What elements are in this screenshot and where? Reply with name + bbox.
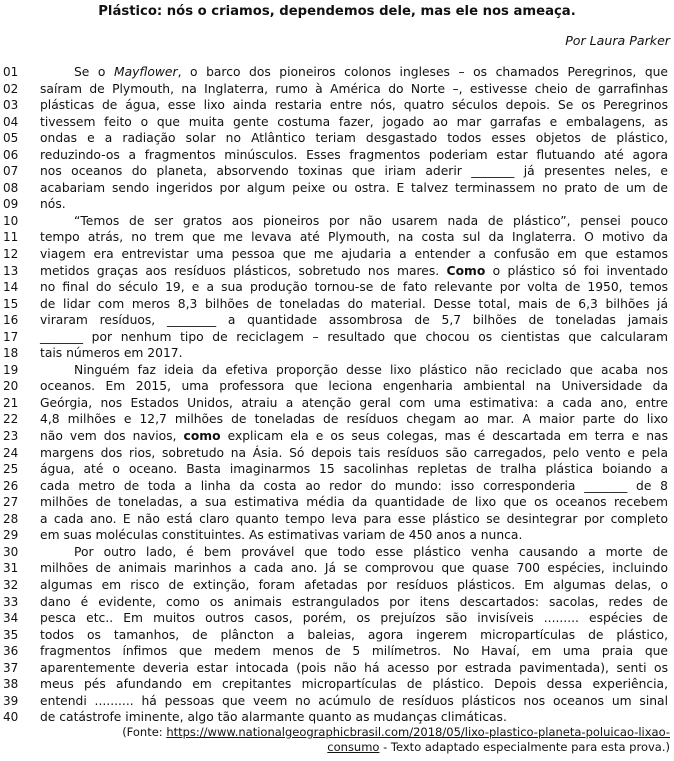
text-segment: cada metro de toda a linha da costa ao redor do mundo: isso corresponderia _______ de 8 [40,478,668,493]
line-number: 39 [3,693,19,708]
line-text [40,345,668,362]
line-text [40,461,668,478]
text-line [0,428,674,445]
text-segment: tais números em 2017. [40,346,183,361]
line-text [74,64,668,81]
line-text [40,296,668,313]
line-number: 21 [3,395,19,410]
text-line [0,279,674,296]
text-line [0,229,674,246]
text-segment: de catástrofe iminente, algo tão alarmante quanto as mudanças climáticas. [40,710,507,725]
text-line [0,362,674,379]
article-body [0,64,674,726]
line-text [40,577,668,594]
text-line [0,594,674,611]
text-segment: acabariam sendo ingeridos por algum peixe ou ostra. E talvez terminassem no prato de um de [40,180,668,195]
text-segment: água, até o oceano. Basta imaginarmos 15 sacolinhas repletas de tralha plástica boiando a [40,462,668,477]
line-number: 25 [3,462,19,477]
text-line [0,478,674,495]
line-number: 22 [3,412,19,427]
text-segment: a cada ano. E não está claro quanto tempo leva para esse plástico se desintegrar por completo [40,511,668,526]
text-line [0,329,674,346]
line-number: 38 [3,677,19,692]
source-prefix: (Fonte: [122,725,167,739]
text-segment: todos os tamanhos, de plâncton a baleias, agora ingerem micropartículas de plástico, [40,627,668,642]
text-line [0,97,674,114]
line-text [40,329,668,346]
bold-word: como [183,429,221,444]
text-segment: algumas em risco de extinção, foram afetadas por resíduos plásticos. Em algumas delas, o [40,577,668,592]
line-number: 10 [3,213,19,228]
text-segment: meus pés afundando em crepitantes micropartículas de plástico. Depois dessa experiência, [40,677,668,692]
text-segment: em suas moléculas constituintes. As estimativas variam de 450 anos a nunca. [40,528,523,543]
text-line [0,213,674,230]
text-line [0,163,674,180]
text-segment: de lidar com meros 8,3 bilhões de toneladas do material. Desse total, mais de 6,3 bilhões já [40,296,668,311]
article-author: Por Laura Parker [565,33,670,48]
line-number: 01 [3,65,19,79]
text-line [0,263,674,280]
source-suffix: - Texto adaptado especialmente para esta prova.) [379,740,670,754]
line-number: 24 [3,445,19,460]
line-text [40,610,668,627]
line-text [40,97,668,114]
text-line [0,395,674,412]
line-text [40,180,668,197]
line-number: 15 [3,296,19,311]
text-line [0,676,674,693]
source-link-continued[interactable]: consumo [327,740,380,754]
line-number: 28 [3,511,19,526]
text-segment: explicam ela e os seus colegas, mas é descartada em terra e nas [220,429,668,444]
line-number: 03 [3,98,19,113]
line-number: 02 [3,81,19,96]
text-line [0,296,674,313]
text-segment: Se o [74,65,114,79]
text-segment: margens dos rios, sobretudo na Ásia. Só depois tais resíduos são carregados, pelo vento e pela [40,445,668,460]
text-line [0,693,674,710]
line-text [40,81,668,98]
line-text [40,395,668,412]
line-number: 26 [3,478,19,493]
line-text [40,594,668,611]
italic-word: Mayflower [113,65,178,79]
text-segment: ondas e a radiação solar no Atlântico teriam desgastado todos esses objetos de plástico, [40,131,668,146]
line-number: 12 [3,247,19,262]
text-segment: não vem dos navios, [40,429,184,444]
text-line [0,81,674,98]
text-line [0,544,674,561]
line-number: 09 [3,197,19,212]
line-text [40,147,668,164]
text-segment: Ninguém faz ideia da efetiva proporção desse lixo plástico não reciclado que acaba nos [74,362,668,377]
text-segment: Por outro lado, é bem provável que todo esse plástico venha causando a morte de [74,544,668,559]
text-line [0,345,674,362]
line-text [40,263,668,280]
text-segment: reduzindo-os a fragmentos minúsculos. Esses fragmentos poderiam estar flutuando até agora [40,147,668,162]
text-line [0,627,674,644]
text-segment: nós. [40,197,66,212]
line-number: 13 [3,263,19,278]
text-line [0,130,674,147]
text-segment: no final do século 19, e a sua produção tornou-se de fato relevante por volta de 1950, temos [40,280,668,295]
text-line [0,445,674,462]
text-line [0,378,674,395]
bold-word: Como [446,263,486,278]
line-number: 30 [3,544,19,559]
line-text [40,411,668,428]
text-segment: dano é evidente, como os animais estrangulados por itens descartados: sacolas, redes de [40,594,668,609]
line-text [40,693,668,710]
source-citation [70,725,670,755]
line-number: 36 [3,644,19,659]
text-line [0,511,674,528]
text-line [0,643,674,660]
text-segment: Geórgia, nos Estados Unidos, atraiu a atenção geral com uma estimativa: a cada ano, entre [40,395,668,410]
line-text [40,627,668,644]
text-line [0,494,674,511]
text-line [0,411,674,428]
line-text [40,660,668,677]
line-text [40,163,668,180]
text-line [0,577,674,594]
line-number: 14 [3,280,19,295]
line-text [40,643,668,660]
line-text [40,114,668,131]
line-number: 34 [3,611,19,626]
text-line [0,147,674,164]
text-segment: oceanos. Em 2015, uma professora que leciona engenharia ambiental na Universidade da [40,379,668,394]
line-number: 19 [3,362,19,377]
text-line [0,312,674,329]
line-number: 20 [3,379,19,394]
line-text [40,196,668,213]
text-line [0,560,674,577]
line-text [40,511,668,528]
text-segment: milhões de toneladas, a sua estimativa média da quantidade de lixo que os oceanos recebem [40,495,668,510]
text-segment: o plástico só foi inventado [485,263,668,278]
line-number: 32 [3,577,19,592]
text-segment: entendi .......... há pessoas que veem no acúmulo de resíduos plásticos nos oceanos um sinal [40,693,668,708]
line-number: 07 [3,164,19,179]
line-number: 23 [3,429,19,444]
line-number: 33 [3,594,19,609]
text-segment: fragmentos ínfimos que medem menos de 5 milímetros. No Havaí, em uma praia que [40,644,668,659]
line-number: 04 [3,114,19,129]
line-number: 11 [3,230,19,245]
line-number: 31 [3,561,19,576]
line-number: 18 [3,346,19,361]
line-number: 05 [3,131,19,146]
text-line [0,196,674,213]
line-number: 17 [3,329,19,344]
line-text [40,229,668,246]
line-text [40,428,668,445]
line-text [40,676,668,693]
text-segment: metidos graças aos resíduos plásticos, sobretudo nos mares. [40,263,447,278]
line-number: 35 [3,627,19,642]
line-text [74,213,668,230]
line-number: 37 [3,660,19,675]
text-line [0,114,674,131]
line-text [40,478,668,495]
text-segment: viagem era entrevistar uma pessoa que me ajudaria a entender a confusão em que estamos [40,247,668,262]
text-segment: _______ por nenhum tipo de reciclagem – resultado que chocou os cientistas que calcularam [40,329,668,344]
line-text [40,560,668,577]
text-line [0,527,674,544]
text-line [0,709,674,726]
line-text [40,494,668,511]
text-segment: plásticas de água, esse lixo ainda restaria entre nós, quatro séculos depois. Se os Peregrinos [40,98,668,113]
line-number: 40 [3,710,19,725]
text-line [0,461,674,478]
text-segment: pesca etc.. Em muitos outros casos, porém, os prejuízos são invisíveis ......... espécies de [40,611,668,626]
text-segment: tempo atrás, no trem que me levava até Plymouth, na costa sul da Inglaterra. O motivo da [40,230,668,245]
text-segment: viraram resíduos, ________ a quantidade assombrosa de 5,7 bilhões de toneladas jamais [40,313,668,328]
text-segment: tivessem feito o que muita gente costuma fazer, jogado ao mar garrafas e embalagens, as [40,114,668,129]
text-segment: “Temos de ser gratos aos pioneiros por não usarem nada de plástico”, pensei pouco [74,213,668,228]
text-segment: milhões de animais marinhos a cada ano. Já se comprovou que quase 700 espécies, incluindo [40,561,668,576]
line-text [40,709,668,726]
source-link[interactable]: https://www.nationalgeographicbrasil.com/2018/05/lixo-plastico-planeta-poluicao-lixao- [166,725,670,739]
line-text [40,130,668,147]
line-text [74,544,668,561]
line-text [40,279,668,296]
text-segment: saíram de Plymouth, na Inglaterra, rumo à América do Norte –, estivesse cheio de garrafinhas [40,81,668,96]
text-line [0,660,674,677]
line-text [40,246,668,263]
article-title: Plástico: nós o criamos, dependemos dele, mas ele nos ameaça. [98,4,576,19]
line-text [40,378,668,395]
text-segment: , o barco dos pioneiros colonos ingleses – os chamados Peregrinos, que [177,65,669,79]
text-segment: 4,8 milhões e 12,7 milhões de toneladas de resíduos chegam ao mar. A maior parte do lixo [40,412,668,427]
line-number: 16 [3,313,19,328]
text-line [0,64,674,81]
line-number: 06 [3,147,19,162]
line-text [40,527,668,544]
text-line [0,246,674,263]
line-number: 08 [3,180,19,195]
line-text [40,312,668,329]
line-number: 27 [3,495,19,510]
text-segment: nos oceanos do planeta, absorvendo toxinas que iriam aderir _______ já presentes neles, e [40,164,668,179]
line-text [74,362,668,379]
line-number: 29 [3,528,19,543]
line-text [40,445,668,462]
text-line [0,610,674,627]
text-segment: aparentemente deveria estar intocada (pois não há acesso por estrada pavimentada), senti os [40,660,668,675]
text-line [0,180,674,197]
